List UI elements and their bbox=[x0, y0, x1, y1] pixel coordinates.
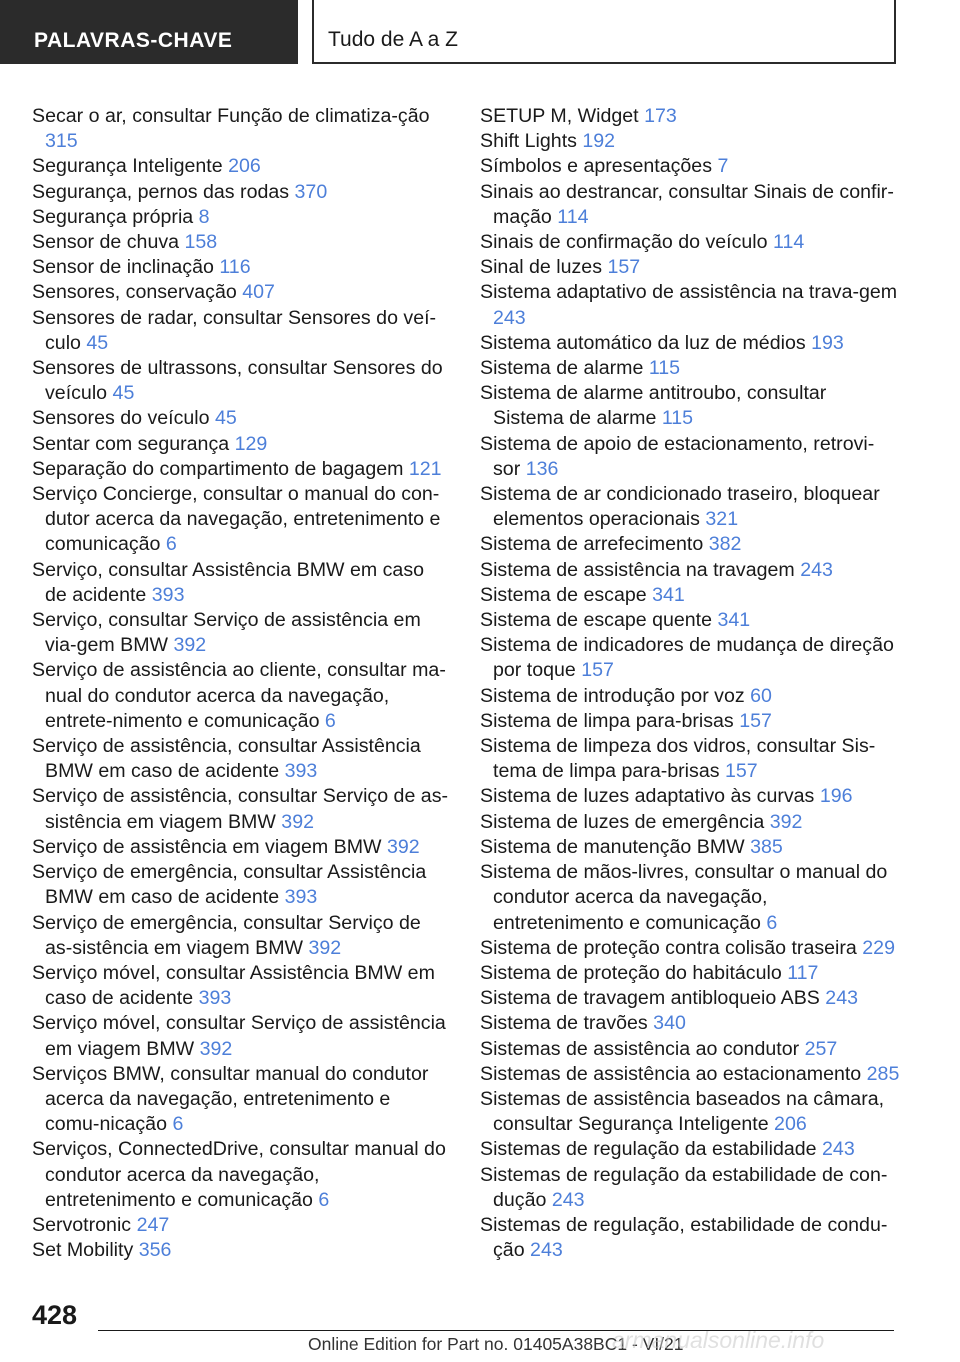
entry-page-link[interactable]: 45 bbox=[215, 407, 237, 430]
entry-term: Sentar com segurança bbox=[32, 432, 230, 455]
index-entry bbox=[32, 406, 450, 431]
index-entry bbox=[480, 482, 900, 532]
entry-term: Sistema de introdução por voz bbox=[480, 684, 745, 707]
index-entry bbox=[480, 633, 900, 683]
index-entry bbox=[480, 734, 900, 784]
entry-page-link[interactable]: 315 bbox=[45, 130, 78, 153]
entry-page-link[interactable]: 321 bbox=[705, 508, 739, 531]
index-entry bbox=[480, 331, 900, 356]
entry-term: Serviço móvel, consultar Assistência BMW em caso de acidente bbox=[32, 961, 435, 1010]
entry-page-link[interactable]: 116 bbox=[219, 256, 251, 279]
section-tab bbox=[0, 0, 298, 64]
entry-term: Sistema de manutenção BMW bbox=[480, 835, 745, 858]
entry-page-link[interactable]: 356 bbox=[138, 1239, 172, 1262]
entry-term: Sistema automático da luz de médios bbox=[480, 331, 806, 354]
index-entry bbox=[480, 255, 900, 280]
entry-page-link[interactable]: 285 bbox=[866, 1062, 900, 1085]
entry-term: Sensor de chuva bbox=[32, 231, 180, 254]
index-entry bbox=[480, 1213, 900, 1263]
edition-info: Online Edition for Part no. 01405A38BC1 - VI/21 bbox=[308, 1334, 684, 1354]
index-entry bbox=[32, 1238, 450, 1263]
entry-page-link[interactable]: 382 bbox=[708, 533, 742, 556]
index-entry bbox=[480, 1062, 900, 1087]
entry-page-link[interactable]: 206 bbox=[228, 155, 261, 178]
entry-term: Sensores de ultrassons, consultar Sensores do veículo bbox=[32, 357, 443, 405]
entry-page-link[interactable]: 206 bbox=[774, 1113, 807, 1136]
entry-term: Sistemas de assistência ao condutor bbox=[480, 1037, 800, 1060]
entry-term: Sistemas de regulação da estabilidade de con-dução bbox=[480, 1163, 888, 1211]
index-entry bbox=[32, 608, 450, 658]
entry-page-link[interactable]: 45 bbox=[112, 382, 135, 405]
entry-term: Sistema de escape bbox=[480, 583, 647, 606]
entry-page-link[interactable]: 243 bbox=[822, 1138, 855, 1161]
entry-term: Sistemas de regulação da estabilidade bbox=[480, 1138, 817, 1161]
entry-term: Serviço de assistência, consultar Serviço de as-sistência em viagem BMW bbox=[32, 785, 449, 833]
index-entry bbox=[32, 961, 450, 1011]
section-label: PALAVRAS-CHAVE bbox=[34, 29, 233, 52]
page-number: 428 bbox=[32, 1300, 78, 1330]
index-entry bbox=[480, 986, 900, 1011]
entry-term: Sistema de assistência na travagem bbox=[480, 558, 795, 581]
entry-page-link[interactable]: 6 bbox=[324, 709, 336, 732]
entry-term: Sistemas de assistência ao estacionamento bbox=[480, 1062, 862, 1085]
entry-page-link[interactable]: 6 bbox=[766, 911, 778, 934]
entry-page-link[interactable]: 407 bbox=[242, 281, 275, 304]
entry-term: Sistema de apoio de estacionamento, retrovi-sor bbox=[480, 432, 875, 480]
entry-term: Shift Lights bbox=[480, 130, 577, 153]
entry-page-link[interactable]: 392 bbox=[308, 936, 342, 959]
entry-term: Set Mobility bbox=[32, 1239, 134, 1262]
index-entry bbox=[32, 658, 450, 734]
index-entry bbox=[32, 432, 450, 457]
entry-page-link[interactable]: 243 bbox=[825, 987, 858, 1010]
entry-term: Serviço de emergência, consultar Assistência BMW em caso de acidente bbox=[32, 861, 427, 909]
index-entry bbox=[480, 180, 900, 230]
index-entry bbox=[480, 709, 900, 734]
index-entry bbox=[480, 381, 900, 431]
entry-term: Serviço de assistência ao cliente, consultar ma-nual do condutor acerca da navegação, entrete-nimento e comunicação bbox=[32, 659, 446, 732]
entry-term: Sistema de proteção do habitáculo bbox=[480, 961, 782, 984]
index-entry bbox=[480, 583, 900, 608]
entry-page-link[interactable]: 340 bbox=[653, 1012, 686, 1035]
entry-page-link[interactable]: 6 bbox=[318, 1188, 330, 1211]
entry-term: Sistema de limpa para-brisas bbox=[480, 709, 734, 732]
index-entry bbox=[480, 558, 900, 583]
entry-term: Sistema de luzes adaptativo às curvas bbox=[480, 785, 815, 808]
entry-page-link[interactable]: 157 bbox=[724, 760, 758, 783]
entry-term: Serviço de emergência, consultar Serviço de as-sistência em viagem BMW bbox=[32, 911, 421, 959]
entry-page-link[interactable]: 6 bbox=[172, 1113, 184, 1136]
entry-page-link[interactable]: 158 bbox=[184, 231, 218, 254]
index-entry bbox=[32, 205, 450, 230]
entry-page-link[interactable]: 8 bbox=[198, 205, 210, 228]
index-entry bbox=[480, 356, 900, 381]
index-entry bbox=[480, 1011, 900, 1036]
entry-page-link[interactable]: 229 bbox=[862, 936, 895, 959]
entry-term: Sinais ao destrancar, consultar Sinais de confir-mação bbox=[480, 180, 894, 228]
index-entry bbox=[32, 1213, 450, 1238]
entry-page-link[interactable]: 45 bbox=[86, 331, 109, 354]
entry-page-link[interactable]: 385 bbox=[750, 835, 783, 858]
index-entry bbox=[32, 180, 450, 205]
entry-term: Separação do compartimento de bagagem bbox=[32, 457, 404, 480]
entry-page-link[interactable]: 192 bbox=[582, 130, 616, 153]
index-entry bbox=[32, 1011, 450, 1061]
entry-term: Serviço Concierge, consultar o manual do con-dutor acerca da navegação, entretenimento e comunicação bbox=[32, 483, 441, 556]
entry-page-link[interactable]: 243 bbox=[530, 1239, 563, 1262]
index-entry bbox=[32, 1062, 450, 1138]
chapter-tab bbox=[312, 0, 896, 64]
entry-page-link[interactable]: 115 bbox=[648, 357, 681, 380]
index-entry bbox=[32, 356, 450, 406]
entry-page-link[interactable]: 117 bbox=[787, 961, 819, 984]
entry-term: Serviço móvel, consultar Serviço de assistência em viagem BMW bbox=[32, 1012, 446, 1060]
index-entry bbox=[32, 558, 450, 608]
entry-page-link[interactable]: 129 bbox=[234, 432, 268, 455]
entry-term: Sensor de inclinação bbox=[32, 256, 214, 279]
index-entry bbox=[32, 306, 450, 356]
entry-term: Sinais de confirmação do veículo bbox=[480, 231, 768, 254]
entry-page-link[interactable]: 173 bbox=[644, 105, 677, 127]
entry-page-link[interactable]: 393 bbox=[151, 583, 185, 606]
entry-term: Serviço de assistência, consultar Assistência BMW em caso de acidente bbox=[32, 735, 421, 783]
page-header bbox=[0, 0, 960, 66]
entry-term: Serviços BMW, consultar manual do condutor acerca da navegação, entretenimento e comu-nicação bbox=[32, 1062, 429, 1136]
index-entry bbox=[32, 1137, 450, 1213]
entry-page-link[interactable]: 393 bbox=[284, 886, 318, 909]
index-entry bbox=[480, 684, 900, 709]
index-entry bbox=[480, 961, 900, 986]
entry-term: Sistema de arrefecimento bbox=[480, 533, 704, 556]
entry-page-link[interactable]: 392 bbox=[281, 810, 314, 833]
index-entry bbox=[480, 936, 900, 961]
entry-page-link[interactable]: 60 bbox=[750, 684, 772, 707]
index-column-right bbox=[480, 104, 900, 1263]
entry-term: Secar o ar, consultar Função de climatiza-ção bbox=[32, 105, 430, 127]
entry-term: Sistema de mãos-livres, consultar o manual do condutor acerca da navegação, entretenimento e comunicação bbox=[480, 861, 888, 934]
index-entry bbox=[32, 230, 450, 255]
entry-page-link[interactable]: 196 bbox=[819, 785, 853, 808]
entry-term: Serviço de assistência em viagem BMW bbox=[32, 835, 382, 858]
entry-term: Sistema de limpeza dos vidros, consultar Sis-tema de limpa para-brisas bbox=[480, 735, 876, 783]
index-entry bbox=[32, 911, 450, 961]
entry-page-link[interactable]: 370 bbox=[294, 180, 328, 203]
entry-term: Sistemas de assistência baseados na câmara, consultar Segurança Inteligente bbox=[480, 1087, 885, 1136]
entry-term: Sensores do veículo bbox=[32, 407, 210, 430]
index-entry bbox=[480, 280, 900, 330]
entry-page-link[interactable]: 193 bbox=[811, 331, 844, 354]
index-entry bbox=[32, 154, 450, 179]
entry-term: Sistema de travagem antibloqueio ABS bbox=[480, 987, 820, 1010]
entry-term: Sensores de radar, consultar Sensores do veí-culo bbox=[32, 306, 437, 354]
entry-page-link[interactable]: 392 bbox=[387, 835, 420, 858]
index-entry bbox=[32, 734, 450, 784]
entry-term: Sinal de luzes bbox=[480, 256, 602, 279]
entry-term: Servotronic bbox=[32, 1213, 132, 1236]
entry-page-link[interactable]: 243 bbox=[800, 558, 833, 581]
index-entry bbox=[480, 532, 900, 557]
entry-page-link[interactable]: 157 bbox=[607, 256, 641, 279]
entry-page-link[interactable]: 393 bbox=[284, 760, 318, 783]
entry-page-link[interactable]: 115 bbox=[661, 407, 694, 430]
index-entry bbox=[480, 784, 900, 809]
index-entry bbox=[480, 810, 900, 835]
entry-term: Segurança, pernos das rodas bbox=[32, 180, 290, 203]
entry-page-link[interactable]: 157 bbox=[581, 659, 614, 682]
entry-page-link[interactable]: 121 bbox=[408, 457, 442, 480]
entry-term: Serviço, consultar Serviço de assistência em via-gem BMW bbox=[32, 609, 421, 657]
entry-term: Sistema de escape quente bbox=[480, 609, 713, 632]
entry-term: Serviços, ConnectedDrive, consultar manual do condutor acerca da navegação, entretenimento e comunicação bbox=[32, 1138, 446, 1211]
entry-term: Sistema de ar condicionado traseiro, bloquear elementos operacionais bbox=[480, 483, 880, 531]
entry-page-link[interactable]: 114 bbox=[557, 205, 589, 228]
index-entry bbox=[480, 129, 900, 154]
index-entry bbox=[32, 835, 450, 860]
index-entry bbox=[480, 104, 900, 129]
entry-page-link[interactable]: 114 bbox=[773, 231, 805, 254]
entry-page-link[interactable]: 392 bbox=[199, 1037, 233, 1060]
entry-term: Sistema de indicadores de mudança de direção por toque bbox=[480, 634, 894, 682]
entry-term: Sistemas de regulação, estabilidade de condu-ção bbox=[480, 1213, 888, 1262]
index-entry bbox=[480, 230, 900, 255]
entry-page-link[interactable]: 392 bbox=[769, 810, 803, 833]
entry-page-link[interactable]: 392 bbox=[173, 634, 207, 657]
entry-term: Segurança própria bbox=[32, 205, 194, 228]
entry-term: Serviço, consultar Assistência BMW em caso de acidente bbox=[32, 558, 425, 606]
index-entry bbox=[480, 432, 900, 482]
entry-page-link[interactable]: 341 bbox=[652, 583, 685, 606]
index-entry bbox=[32, 482, 450, 558]
index-column-left bbox=[32, 104, 450, 1263]
entry-term: Sistema de luzes de emergência bbox=[480, 810, 765, 833]
entry-term: Segurança Inteligente bbox=[32, 155, 223, 178]
entry-page-link[interactable]: 157 bbox=[739, 709, 772, 732]
watermark: armanualsonline.info bbox=[612, 1327, 825, 1353]
entry-page-link[interactable]: 6 bbox=[165, 533, 177, 556]
chapter-title: Tudo de A a Z bbox=[328, 28, 458, 51]
entry-term: Sistema de travões bbox=[480, 1012, 648, 1035]
entry-page-link[interactable]: 7 bbox=[717, 155, 729, 178]
entry-term: Sistema de alarme antitroubo, consultar Sistema de alarme bbox=[480, 382, 827, 430]
index-entry bbox=[32, 280, 450, 305]
index-entry bbox=[32, 255, 450, 280]
index-entry bbox=[480, 1037, 900, 1062]
entry-page-link[interactable]: 247 bbox=[136, 1213, 170, 1236]
index-entry bbox=[480, 154, 900, 179]
index-entry bbox=[480, 608, 900, 633]
entry-term: Sistema de proteção contra colisão traseira bbox=[480, 936, 857, 959]
index-entry bbox=[32, 457, 450, 482]
entry-page-link[interactable]: 257 bbox=[804, 1037, 838, 1060]
entry-term: Símbolos e apresentações bbox=[480, 155, 712, 178]
entry-page-link[interactable]: 393 bbox=[198, 987, 232, 1010]
entry-page-link[interactable]: 341 bbox=[717, 609, 751, 632]
entry-term: Sistema de alarme bbox=[480, 357, 644, 380]
entry-term: SETUP M, Widget bbox=[480, 105, 639, 127]
index-entry bbox=[480, 1137, 900, 1162]
index-entry bbox=[480, 860, 900, 936]
index-entry bbox=[32, 860, 450, 910]
entry-page-link[interactable]: 243 bbox=[493, 306, 526, 329]
index-entry bbox=[480, 1087, 900, 1137]
index-entry bbox=[32, 784, 450, 834]
entry-term: Sistema adaptativo de assistência na trava-gem bbox=[480, 281, 898, 304]
index-entry bbox=[480, 835, 900, 860]
entry-page-link[interactable]: 243 bbox=[551, 1188, 585, 1211]
entry-page-link[interactable]: 136 bbox=[525, 457, 559, 480]
index-entry bbox=[32, 104, 450, 154]
index-entry bbox=[480, 1163, 900, 1213]
entry-term: Sensores, conservação bbox=[32, 281, 237, 304]
